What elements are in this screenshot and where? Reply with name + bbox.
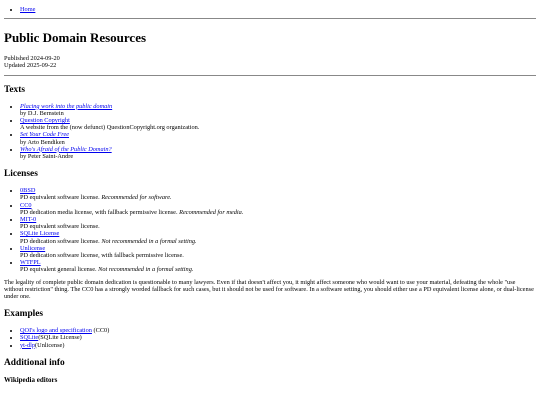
license-link[interactable]: Unlicense (20, 244, 46, 252)
divider (4, 75, 536, 76)
license-item (20, 202, 536, 216)
license-item (20, 259, 536, 273)
license-link[interactable]: CC0 (20, 201, 32, 209)
text-desc: by Arto Bendiken (20, 138, 65, 146)
example-item (20, 334, 536, 341)
wikipedia-editors-heading: Wikipedia editors (4, 375, 58, 384)
text-desc: by D.J. Bernstein (20, 109, 64, 117)
license-note: Recommended for media. (179, 208, 244, 216)
license-desc: PD dedication software license. (20, 237, 100, 245)
license-note: Not recommended in a formal setting. (101, 237, 197, 245)
licenses-paragraph: The legality of complete public domain dedication is questionable to many lawyers. Even if that doesn't affect you, it might affect someone who would want to use your material, defeating the whole "use without restriction" thing. The CC0 has a strongly worded fallback for such cases, but it should not be used for software. In a software setting, you should either use a PD equivalent license alone, or dual-license under one. (4, 278, 534, 301)
license-desc: PD equivalent general license. (20, 266, 97, 274)
license-item (20, 187, 536, 201)
example-license: (Unlicense) (35, 341, 65, 349)
license-note: Not recommended in a formal setting. (98, 266, 194, 274)
license-item (20, 216, 536, 230)
text-item (20, 146, 536, 160)
texts-heading: Texts (4, 84, 26, 95)
license-link[interactable]: WTFPL (20, 259, 41, 267)
examples-heading: Examples (4, 309, 44, 320)
license-item (20, 230, 536, 244)
home-link[interactable]: Home (20, 6, 36, 13)
example-item (20, 342, 536, 349)
license-desc: PD equivalent software license. (20, 223, 100, 231)
text-item (20, 131, 536, 145)
additional-section (4, 358, 536, 384)
page-title: Public Domain Resources (4, 30, 147, 46)
example-link[interactable]: yt-dlp (20, 341, 36, 349)
license-link[interactable]: MIT-0 (20, 216, 37, 224)
licenses-list (4, 187, 536, 273)
licenses-heading: Licenses (4, 169, 38, 180)
text-item (20, 117, 536, 131)
example-link[interactable]: QOI's logo and specification (20, 327, 92, 335)
license-item (20, 245, 536, 259)
divider (4, 18, 536, 19)
examples-list (4, 327, 536, 349)
example-license: (SQLite License) (38, 334, 82, 342)
text-desc: A website from the (now defunct) QuestionCopyright.org organization. (20, 124, 200, 132)
top-nav (4, 6, 536, 13)
example-item (20, 327, 536, 334)
text-item (20, 103, 536, 117)
texts-section (4, 85, 536, 161)
licenses-section (4, 169, 536, 300)
published-date: Published 2024-09-20 (4, 55, 60, 63)
nav-item-home (20, 6, 536, 13)
license-link[interactable]: SQLite License (20, 230, 60, 238)
license-link[interactable]: 0BSD (20, 187, 36, 195)
example-link[interactable]: SQLite (20, 334, 39, 342)
page-dates (4, 55, 536, 69)
updated-date: Updated 2025-09-22 (4, 62, 57, 70)
text-link[interactable]: Question Copyright (20, 117, 70, 125)
examples-section (4, 309, 536, 349)
text-link[interactable]: Set Your Code Free (20, 131, 70, 139)
texts-list (4, 103, 536, 161)
additional-heading: Additional info (4, 357, 65, 368)
example-license: (CC0) (91, 327, 110, 335)
license-note: Recommended for software. (101, 194, 172, 202)
license-desc: PD dedication media license, with fallback permissive license. (20, 208, 178, 216)
text-link[interactable]: Who's Afraid of the Public Domain? (20, 145, 112, 153)
text-link[interactable]: Placing work into the public domain (20, 102, 113, 110)
text-desc: by Peter Saint-Andre (20, 153, 74, 161)
license-desc: PD equivalent software license. (20, 194, 100, 202)
license-desc: PD dedication software license, with fallback permissive license. (20, 252, 184, 260)
